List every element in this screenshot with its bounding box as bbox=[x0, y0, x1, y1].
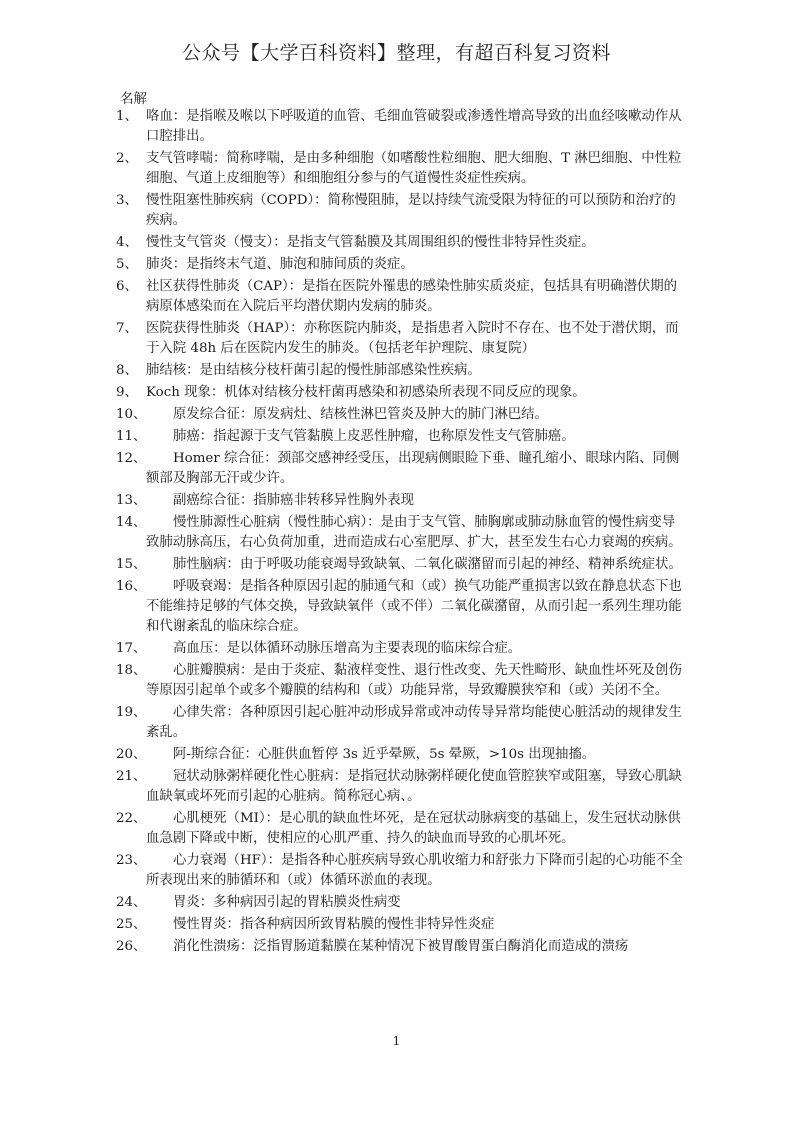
item-text: 肺炎：是指终末气道、肺泡和肺间质的炎症。 bbox=[146, 257, 414, 272]
definition-item bbox=[116, 383, 688, 403]
definition-item bbox=[116, 745, 688, 765]
item-text: 心脏瓣膜病：是由于炎症、黏液样变性、退行性改变、先天性畸形、缺血性坏死及创伤等原因引起单个或多个瓣膜的结构和（或）功能异常，导致瓣膜狭窄和（或）关闭不全。 bbox=[146, 663, 682, 698]
definition-item bbox=[116, 255, 688, 275]
item-number: 16、 bbox=[116, 579, 147, 594]
item-text: 肺癌：指起源于支气管黏膜上皮恶性肿瘤，也称原发性支气管肺癌。 bbox=[173, 429, 575, 444]
definition-item bbox=[116, 449, 688, 489]
definition-item bbox=[116, 513, 688, 553]
item-number: 17、 bbox=[116, 641, 147, 656]
item-text: 医院获得性肺炎（HAP）：亦称医院内肺炎，是指患者入院时不存在、也不处于潜伏期，而于入院 48h 后在医院内发生的肺炎。（包括老年护理院、康复院） bbox=[146, 321, 679, 356]
item-number: 3、 bbox=[116, 193, 138, 208]
item-text: 支气管哮喘：简称哮喘，是由多种细胞（如嗜酸性粒细胞、肥大细胞、T 淋巴细胞、中性粒细胞、气道上皮细胞等）和细胞组分参与的气道慢性炎症性疾病。 bbox=[146, 151, 682, 186]
item-text: Homer 综合征：颈部交感神经受压，出现病侧眼睑下垂、瞳孔缩小、眼球内陷、同侧额部及胸部无汗或少许。 bbox=[146, 451, 680, 486]
definition-item bbox=[116, 661, 688, 701]
item-number: 24、 bbox=[116, 895, 147, 910]
definition-item bbox=[116, 767, 688, 807]
item-number: 22、 bbox=[116, 811, 147, 826]
definition-item bbox=[116, 233, 688, 253]
item-number: 5、 bbox=[116, 257, 138, 272]
item-number: 25、 bbox=[116, 917, 147, 932]
item-number: 8、 bbox=[116, 363, 138, 378]
item-number: 7、 bbox=[116, 321, 138, 336]
definition-item bbox=[116, 107, 688, 147]
item-text: 心力衰竭（HF）：是指各种心脏疾病导致心肌收缩力和舒张力下降而引起的心功能不全所表现出来的肺循环和（或）体循环淤血的表现。 bbox=[146, 853, 683, 888]
item-text: 慢性肺源性心脏病（慢性肺心病）：是由于支气管、肺胸廓或肺动脉血管的慢性病变导致肺动脉高压，右心负荷加重，进而造成右心室肥厚、扩大，甚至发生右心力衰竭的疾病。 bbox=[146, 515, 682, 550]
item-number: 23、 bbox=[116, 853, 147, 868]
definition-item bbox=[116, 491, 688, 511]
item-number: 6、 bbox=[116, 279, 138, 294]
item-text: 呼吸衰竭：是指各种原因引起的肺通气和（或）换气功能严重损害以致在静息状态下也不能维持足够的气体交换，导致缺氧伴（或不伴）二氧化碳潴留，从而引起一系列生理功能和代谢紊乱的临床综合症。 bbox=[146, 579, 682, 634]
definition-item bbox=[116, 361, 688, 381]
item-text: 肺性脑病：由于呼吸功能衰竭导致缺氧、二氧化碳潴留而引起的神经、精神系统症状。 bbox=[173, 557, 682, 572]
item-text: 原发综合征：原发病灶、结核性淋巴管炎及肿大的肺门淋巴结。 bbox=[173, 407, 548, 422]
item-text: 慢性支气管炎（慢支）：是指支气管黏膜及其周围组织的慢性非特异性炎症。 bbox=[146, 235, 595, 250]
definition-item bbox=[116, 639, 688, 659]
item-text: 冠状动脉粥样硬化性心脏病：是指冠状动脉粥样硬化使血管腔狭窄或阻塞，导致心肌缺血缺氧或坏死而引起的心脏病。简称冠心病、。 bbox=[146, 769, 682, 804]
item-text: 高血压：是以体循环动脉压增高为主要表现的临床综合症。 bbox=[173, 641, 522, 656]
item-text: 慢性胃炎：指各种病因所致胃粘膜的慢性非特异性炎症 bbox=[173, 917, 495, 932]
item-text: 心律失常：各种原因引起心脏冲动形成异常或冲动传导异常均能使心脏活动的规律发生紊乱。 bbox=[146, 705, 682, 740]
definition-item bbox=[116, 703, 688, 743]
page-header: 公众号【大学百科资料】整理，有超百科复习资料 bbox=[181, 42, 611, 64]
definition-item bbox=[116, 915, 688, 935]
item-number: 9、 bbox=[116, 385, 138, 400]
item-text: 副癌综合征：指肺癌非转移异性胸外表现 bbox=[173, 493, 415, 508]
item-number: 21、 bbox=[116, 769, 147, 784]
section-title: 名解 bbox=[120, 91, 147, 107]
item-number: 20、 bbox=[116, 747, 147, 762]
item-number: 18、 bbox=[116, 663, 147, 678]
definition-item bbox=[116, 851, 688, 891]
item-number: 15、 bbox=[116, 557, 147, 572]
item-number: 1、 bbox=[116, 109, 138, 124]
item-text: 胃炎：多种病因引起的胃粘膜炎性病变 bbox=[173, 895, 401, 910]
definition-item bbox=[116, 191, 688, 231]
item-text: 社区获得性肺炎（CAP）：是指在医院外罹患的感染性肺实质炎症，包括具有明确潜伏期的病原体感染而在入院后平均潜伏期内发病的肺炎。 bbox=[146, 279, 678, 314]
item-number: 26、 bbox=[116, 939, 147, 954]
definition-item bbox=[116, 809, 688, 849]
item-text: 阿-斯综合征：心脏供血暂停 3s 近乎晕厥，5s 晕厥，>10s 出现抽搐。 bbox=[173, 747, 596, 762]
item-number: 12、 bbox=[116, 451, 147, 466]
item-number: 13、 bbox=[116, 493, 147, 508]
page-number: 1 bbox=[392, 1034, 401, 1048]
item-number: 4、 bbox=[116, 235, 138, 250]
item-text: 消化性溃疡：泛指胃肠道黏膜在某种情况下被胃酸胃蛋白酶消化而造成的溃疡 bbox=[173, 939, 629, 954]
definition-item bbox=[116, 577, 688, 637]
item-number: 10、 bbox=[116, 407, 147, 422]
item-text: 咯血：是指喉及喉以下呼吸道的血管、毛细血管破裂或渗透性增高导致的出血经咳嗽动作从口腔排出。 bbox=[146, 109, 682, 144]
definition-item bbox=[116, 319, 688, 359]
item-text: Koch 现象：机体对结核分枝杆菌再感染和初感染所表现不同反应的现象。 bbox=[146, 385, 586, 400]
item-number: 2、 bbox=[116, 151, 138, 166]
definition-item bbox=[116, 893, 688, 913]
item-text: 肺结核：是由结核分枝杆菌引起的慢性肺部感染性疾病。 bbox=[146, 363, 481, 378]
definition-list bbox=[116, 107, 688, 959]
definition-item bbox=[116, 277, 688, 317]
definition-item bbox=[116, 555, 688, 575]
definition-item bbox=[116, 405, 688, 425]
definition-item bbox=[116, 937, 688, 957]
item-number: 11、 bbox=[116, 429, 147, 444]
item-text: 心肌梗死（MI）：是心肌的缺血性坏死，是在冠状动脉病变的基础上，发生冠状动脉供血急剧下降或中断，使相应的心肌严重、持久的缺血而导致的心肌坏死。 bbox=[146, 811, 681, 846]
item-number: 19、 bbox=[116, 705, 147, 720]
definition-item bbox=[116, 149, 688, 189]
item-text: 慢性阻塞性肺疾病（COPD）：简称慢阻肺，是以持续气流受限为特征的可以预防和治疗的疾病。 bbox=[146, 193, 676, 228]
definition-item bbox=[116, 427, 688, 447]
item-number: 14、 bbox=[116, 515, 147, 530]
